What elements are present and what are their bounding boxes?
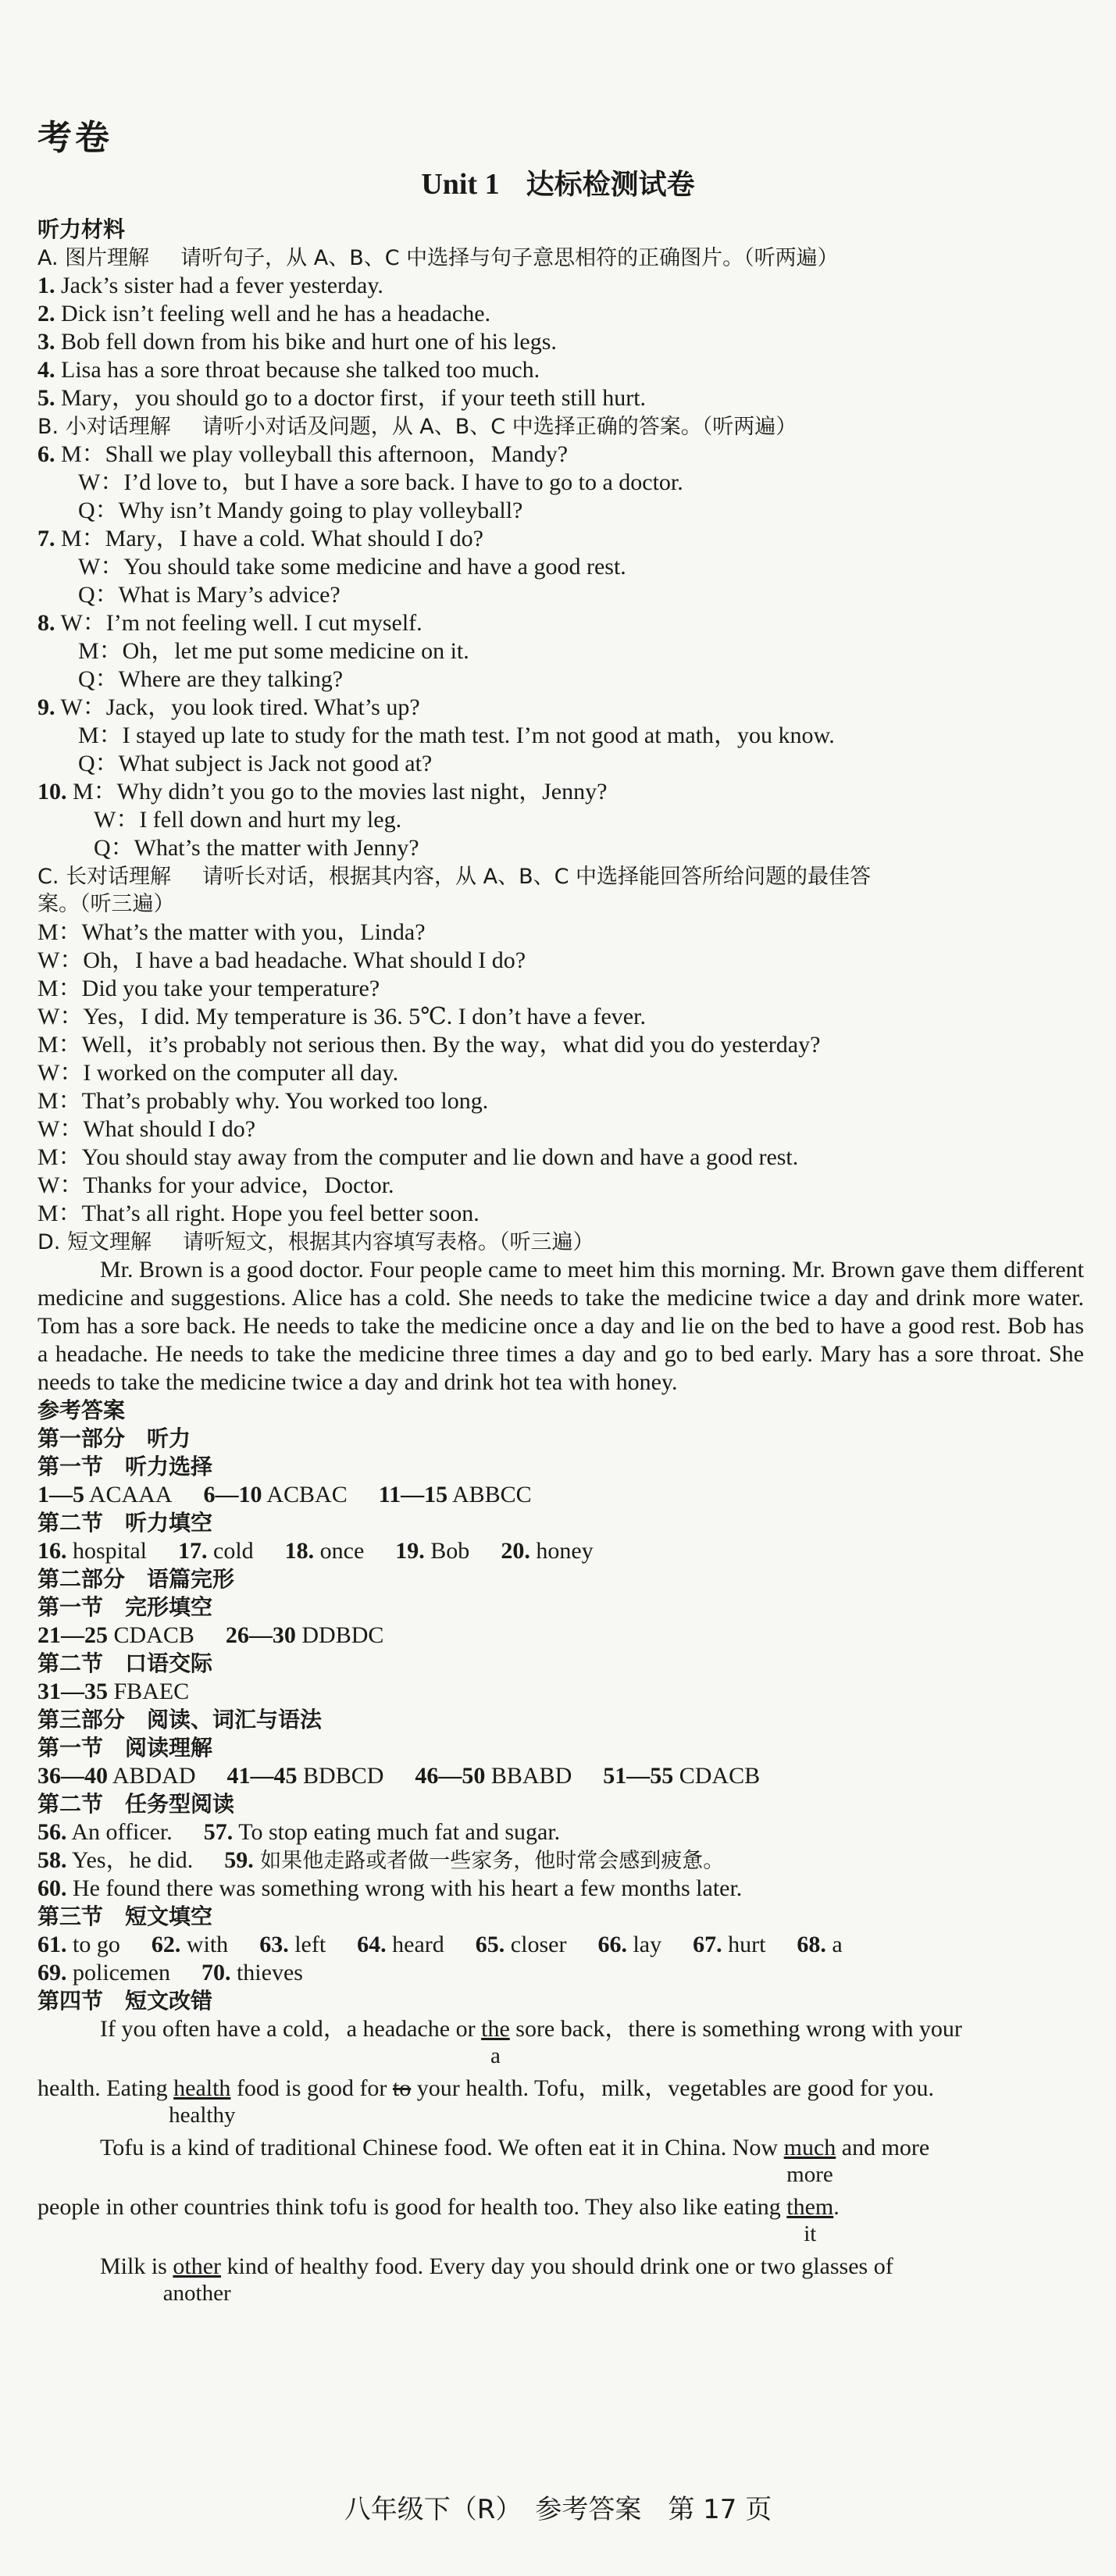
dialogue-text: W：I fell down and hurt my leg. [94, 807, 402, 833]
correction-word: healthy [169, 2103, 236, 2128]
answer-range: 26—30 [225, 1622, 296, 1648]
item-text: Lisa has a sore throat because she talked too much. [55, 357, 540, 383]
item-number: 9. [37, 694, 55, 720]
answer-value: policemen [66, 1960, 170, 1986]
answer-value: heard [386, 1932, 444, 1957]
part-d [37, 1228, 1084, 1256]
cloze-answers [37, 1622, 1084, 1650]
correction-word: another [162, 2281, 231, 2306]
text: kind of healthy food. Every day you should drink one or two glasses of [221, 2253, 893, 2279]
dialogue-text: Q：What is Mary’s advice? [78, 582, 341, 608]
answer-value: hospital [66, 1538, 147, 1564]
section-1-heading: 第一节 听力选择 [37, 1454, 213, 1479]
answer-number: 70. [201, 1960, 231, 1986]
section-2-heading: 第二节 听力填空 [37, 1510, 213, 1536]
passage-text: Mr. Brown is a good doctor. Four people came to meet him this morning. Mr. Brown gave them different medicine and suggestions. Alice has a cold. She needs to take the medicine twice a day and drink more water. Tom has a sore back. He needs to take the medicine once a day and lie on the bed to have a good rest. Bob has a headache. He needs to take the medicine three times a day and go to bed early. Mary has a sore throat. She needs to take the medicine twice a day and drink hot tea with honey. [37, 1257, 1084, 1395]
section-2-answers [37, 1537, 1084, 1565]
answer-value: a [825, 1932, 843, 1957]
unit-number: Unit 1 [421, 168, 500, 201]
answer-number: 18. [284, 1538, 315, 1564]
answer-value: To stop eating much fat and sugar. [233, 1819, 561, 1845]
long-dialogue-line: W：Oh，I have a bad headache. What should I do? [37, 947, 526, 973]
answer-range: 36—40 [37, 1763, 108, 1789]
answer-value: An officer. [66, 1819, 173, 1845]
task-answers-56-57 [37, 1818, 1084, 1846]
answer-value: BDBCD [297, 1763, 384, 1789]
answer-value: lay [626, 1932, 662, 1957]
task-answer-60 [37, 1875, 1084, 1903]
error-word: much more [783, 2135, 836, 2187]
dialogue-text: Q：Where are they talking? [78, 666, 344, 692]
dialogue-line [37, 806, 1084, 834]
text: health. Eating [37, 2075, 174, 2101]
item-number: 8. [37, 610, 55, 636]
answer-number: 57. [203, 1819, 234, 1845]
answer-value: to go [66, 1932, 120, 1957]
answer-value: 如果他走路或者做一些家务，他时常会感到疲惫。 [253, 1849, 725, 1873]
error-word: them it [786, 2194, 834, 2246]
dialogue-text: M：I stayed up late to study for the math test. I’m not good at math，you know. [78, 722, 835, 748]
part-3-section-4-heading: 第四节 短文改错 [37, 1988, 213, 2014]
answer-number: 59. [224, 1847, 254, 1873]
correction-line-4 [37, 2193, 1084, 2246]
long-dialogue-line: W：Thanks for your advice，Doctor. [37, 1172, 394, 1198]
answer-value: cold [207, 1538, 254, 1564]
item-text: Dick isn’t feeling well and he has a headache. [55, 301, 491, 326]
answer-number: 20. [501, 1538, 530, 1564]
item-number: 2. [37, 301, 55, 326]
dialogue-text: Q：What’s the matter with Jenny? [94, 835, 419, 861]
text: sore back，there is something wrong with your [509, 2016, 962, 2042]
answer-value: Yes，he did. [66, 1847, 194, 1873]
dialogue-line [37, 553, 1084, 581]
answer-number: 56. [37, 1819, 67, 1845]
answer-number: 66. [597, 1932, 627, 1957]
item-number: 10. [37, 779, 67, 805]
dialogue-text: Q：What subject is Jack not good at? [78, 751, 433, 776]
answer-number: 67. [693, 1932, 722, 1957]
item-text: Jack’s sister had a fever yesterday. [55, 273, 383, 298]
answer-value: ACAAA [84, 1482, 173, 1507]
text: food is good for [230, 2075, 393, 2101]
answer-value: FBAEC [108, 1679, 190, 1704]
part-b-instruction: 请听小对话及问题，从 A、B、C 中选择正确的答案。（听两遍） [201, 415, 797, 439]
answer-value: ABDAD [108, 1763, 196, 1789]
answer-range: 46—50 [415, 1763, 486, 1789]
dialogue-line [37, 525, 1084, 553]
part-d-instruction: 请听短文，根据其内容填写表格。（听三遍） [182, 1230, 594, 1254]
text: . [833, 2194, 840, 2220]
dialogue-line [37, 609, 1084, 637]
unit-title [0, 162, 1116, 202]
answer-number: 60. [37, 1875, 67, 1901]
text: If you often have a cold，a headache or [100, 2016, 482, 2042]
correction-line-3 [37, 2134, 1084, 2187]
dialogue-answers [37, 1678, 1084, 1706]
spacer-line [37, 2165, 1084, 2193]
error-word: other another [162, 2253, 231, 2306]
correction-word: a [490, 2043, 501, 2068]
long-dialogue-line: M：You should stay away from the computer and lie down and have a good rest. [37, 1144, 799, 1170]
text: Milk is [100, 2253, 173, 2279]
item-number: 1. [37, 273, 55, 298]
correction-line-5 [37, 2253, 1084, 2306]
answer-range: 51—55 [603, 1763, 674, 1789]
answer-number: 68. [797, 1932, 826, 1957]
reading-answers [37, 1762, 1084, 1790]
part-c-label: C. 长对话理解 [37, 865, 172, 889]
page-content [37, 216, 1084, 2306]
answer-value: honey [529, 1538, 594, 1564]
long-dialogue-line: M：That’s all right. Hope you feel better soon. [37, 1201, 480, 1226]
answer-range: 41—45 [226, 1763, 298, 1789]
answer-value: ABBCC [447, 1482, 532, 1507]
dialogue-line [37, 778, 1084, 806]
spacer-line [37, 2225, 1084, 2253]
dialogue-text: M：Why didn’t you go to the movies last night，Jenny? [66, 779, 608, 805]
answer-number: 63. [259, 1932, 289, 1957]
spacer-line [37, 2046, 1084, 2075]
dialogue-text: W：Jack，you look tired. What’s up? [55, 694, 420, 720]
dialogue-line [37, 750, 1084, 778]
part-a-item [37, 356, 1084, 384]
long-dialogue-line: M：What’s the matter with you，Linda? [37, 919, 426, 945]
item-number: 6. [37, 441, 55, 467]
answer-value: He found there was something wrong with his heart a few months later. [66, 1875, 743, 1901]
dialogue-line [37, 722, 1084, 750]
part-2-section-2-heading: 第二节 口语交际 [37, 1650, 213, 1676]
part-c-instruction: 请听长对话，根据其内容，从 A、B、C 中选择能回答所给问题的最佳答 [202, 865, 872, 889]
answer-value: CDACB [108, 1622, 194, 1648]
part-c [37, 862, 1084, 890]
correction-line-2 [37, 2075, 1084, 2128]
error-word: health healthy [169, 2075, 236, 2128]
section-1-answers [37, 1481, 1084, 1509]
dialogue-text: M：Mary，I have a cold. What should I do? [55, 526, 483, 551]
part-a-item [37, 272, 1084, 300]
answer-value: left [288, 1932, 326, 1957]
answer-value: with [180, 1932, 229, 1957]
dialogue-text: Q：Why isn’t Mandy going to play volleyball? [78, 498, 523, 523]
dialogue-text: M：Oh，let me put some medicine on it. [78, 638, 469, 664]
dialogue-line [37, 694, 1084, 722]
long-dialogue-line: W：I worked on the computer all day. [37, 1060, 399, 1086]
correction-word: more [786, 2162, 833, 2187]
item-number: 5. [37, 385, 55, 411]
text: Tofu is a kind of traditional Chinese food. We often eat it in China. Now [100, 2135, 784, 2160]
part-c-instruction-cont: 案。（听三遍） [37, 892, 175, 916]
long-dialogue-line: M：Did you take your temperature? [37, 976, 380, 1001]
part-d-label: D. 短文理解 [37, 1230, 152, 1254]
answer-number: 58. [37, 1847, 67, 1873]
error-word: the a [481, 2016, 510, 2068]
answer-range: 21—25 [37, 1622, 108, 1648]
dialogue-line [37, 497, 1084, 525]
answer-number: 16. [37, 1538, 67, 1564]
page-footer: 八年级下（R） 参考答案 第 17 页 [344, 2494, 772, 2525]
item-text: Bob fell down from his bike and hurt one of his legs. [55, 329, 557, 355]
answer-number: 62. [151, 1932, 181, 1957]
item-number: 7. [37, 526, 55, 551]
part-2-section-1-heading: 第一节 完形填空 [37, 1594, 213, 1620]
answer-number: 65. [475, 1932, 505, 1957]
part-3-section-1-heading: 第一节 阅读理解 [37, 1735, 213, 1761]
answer-range: 31—35 [37, 1679, 108, 1704]
answer-number: 69. [37, 1960, 67, 1986]
answers-heading: 参考答案 [37, 1397, 126, 1423]
dialogue-text: W：I’m not feeling well. I cut myself. [55, 610, 423, 636]
part-a-item [37, 300, 1084, 328]
long-dialogue-line: W：Yes，I did. My temperature is 36. 5℃. I don’t have a fever. [37, 1004, 646, 1029]
part-a-label: A. 图片理解 [37, 246, 150, 270]
unit-test-name: 达标检测试卷 [526, 169, 695, 201]
long-dialogue-line: W：What should I do? [37, 1116, 256, 1142]
dialogue-line [37, 441, 1084, 469]
answer-value: thieves [230, 1960, 303, 1986]
answer-range: 6—10 [203, 1482, 262, 1507]
dialogue-line [37, 469, 1084, 497]
answer-number: 19. [395, 1538, 425, 1564]
part-3-section-2-heading: 第二节 任务型阅读 [37, 1791, 235, 1817]
correction-line-1 [37, 2015, 1084, 2068]
answer-value: BBABD [485, 1763, 572, 1789]
part-a-item [37, 384, 1084, 412]
dialogue-text: M：Shall we play volleyball this afternoon，Mandy? [55, 441, 569, 467]
listening-heading: 听力材料 [37, 216, 126, 242]
dialogue-line [37, 637, 1084, 665]
answer-number: 64. [357, 1932, 387, 1957]
answer-range: 11—15 [378, 1482, 448, 1507]
answer-value: once [314, 1538, 365, 1564]
task-answers-58-59 [37, 1846, 1084, 1875]
dialogue-line [37, 834, 1084, 862]
part-b-label: B. 小对话理解 [37, 415, 171, 439]
answer-value: CDACB [673, 1763, 761, 1789]
dialogue-line [37, 665, 1084, 694]
answer-range: 1—5 [37, 1482, 84, 1507]
answer-value: closer [505, 1932, 567, 1957]
item-text: Mary，you should go to a doctor first，if your teeth still hurt. [55, 385, 647, 411]
item-number: 3. [37, 329, 55, 355]
part-2-heading: 第二部分 语篇完形 [37, 1566, 235, 1592]
part-b [37, 412, 1084, 441]
answer-value: Bob [424, 1538, 470, 1564]
blank-answers-row-2 [37, 1959, 1084, 1987]
deleted-word: to [392, 2075, 412, 2101]
item-number: 4. [37, 357, 55, 383]
dialogue-text: W：I’d love to，but I have a sore back. I have to go to a doctor. [78, 469, 683, 495]
part-3-heading: 第三部分 阅读、词汇与语法 [37, 1707, 323, 1732]
answer-value: DDBDC [295, 1622, 384, 1648]
text: and more [836, 2135, 930, 2160]
blank-answers-row-1 [37, 1931, 1084, 1959]
part-a-item [37, 328, 1084, 356]
part-a-instruction: 请听句子，从 A、B、C 中选择与句子意思相符的正确图片。（听两遍） [180, 246, 839, 270]
answer-value: ACBAC [262, 1482, 348, 1507]
text: people in other countries think tofu is good for health too. They also like eating [37, 2194, 787, 2220]
dialogue-line [37, 581, 1084, 609]
answer-number: 61. [37, 1932, 67, 1957]
correction-word: it [804, 2221, 817, 2246]
dialogue-text: W：You should take some medicine and have a good rest. [78, 554, 626, 580]
answer-number: 17. [178, 1538, 208, 1564]
part-1-heading: 第一部分 听力 [37, 1425, 191, 1451]
long-dialogue-line: M：That’s probably why. You worked too long. [37, 1088, 489, 1114]
part-a [37, 244, 1084, 272]
long-dialogue-line: M：Well，it’s probably not serious then. By the way，what did you do yesterday? [37, 1032, 821, 1058]
part-3-section-3-heading: 第三节 短文填空 [37, 1903, 213, 1929]
answer-value: hurt [722, 1932, 766, 1957]
exam-label: 考卷 [37, 118, 112, 158]
text: your health. Tofu，milk，vegetables are good for you. [411, 2075, 934, 2101]
